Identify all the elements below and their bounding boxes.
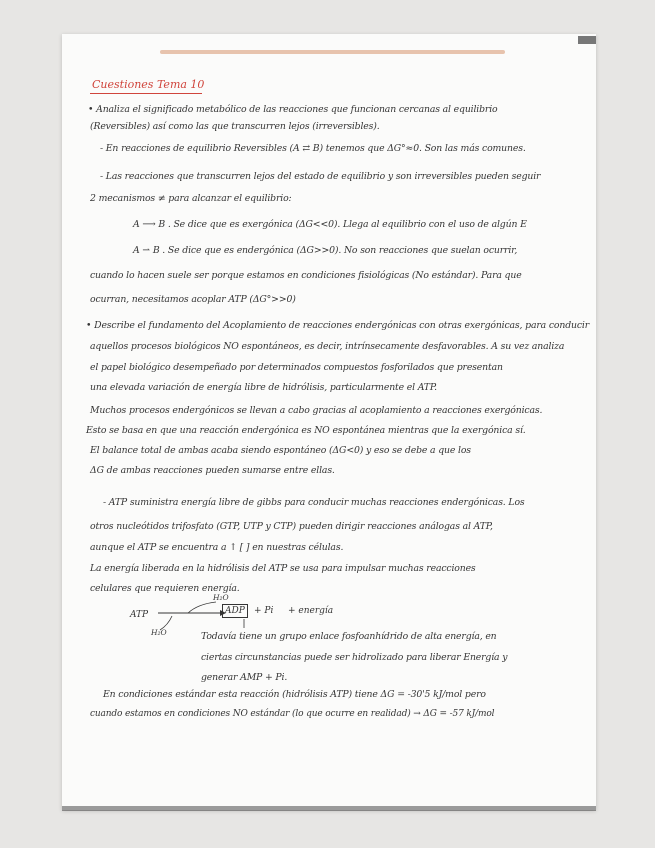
diagram-atp: ATP xyxy=(130,610,149,620)
atp-hydrolysis-line-1: La energía liberada en la hidrólisis del ATP se usa para impulsar muchas reacciones xyxy=(90,563,476,574)
answer-1-mechanisms: 2 mecanismos ≠ para alcanzar el equilibrio: xyxy=(90,193,292,204)
answer-2-line-3: El balance total de ambas acaba siendo espontáneo (ΔG<0) y eso se debe a que los xyxy=(90,445,471,456)
diagram-h2o-bottom: H₂O xyxy=(151,628,167,637)
mechanism-endergonic: A ⇀ B . Se dice que es endergónica (ΔG>>0). No son reacciones que suelan ocurrir, xyxy=(133,245,518,256)
answer-1-coupling-atp: ocurran, necesitamos acoplar ATP (ΔG°>>0) xyxy=(90,294,296,305)
conditions-line-1: En condiciones estándar esta reacción (hidrólisis ATP) tiene ΔG = -30'5 kJ/mol pero xyxy=(103,689,486,700)
question-2-line-4: una elevada variación de energía libre de hidrólisis, particularmente el ATP. xyxy=(90,382,437,393)
page-title: Cuestiones Tema 10 xyxy=(92,78,205,91)
atp-paragraph-line-2: otros nucleótidos trifosfato (GTP, UTP y CTP) pueden dirigir reacciones análogas al ATP, xyxy=(90,521,493,532)
question-2-line-3: el papel biológico desempeñado por determinados compuestos fosforilados que presentan xyxy=(90,362,503,373)
adp-note-line-3: generar AMP + Pi. xyxy=(201,672,288,683)
question-1-line-2: (Reversibles) así como las que transcurren lejos (irreversibles). xyxy=(90,121,380,132)
atp-hydrolysis-line-2: celulares que requieren energía. xyxy=(90,583,240,594)
answer-2-line-4: ΔG de ambas reacciones pueden sumarse entre ellas. xyxy=(90,465,335,476)
question-2-line-1: • Describe el fundamento del Acoplamiento de reacciones endergónicas con otras exergónicas, para conducir xyxy=(86,320,590,331)
atp-paragraph-line-1: - ATP suministra energía libre de gibbs para conducir muchas reacciones endergónicas. Los xyxy=(103,497,525,508)
answer-1-reversible: - En reacciones de equilibrio Reversibles (A ⇄ B) tenemos que ΔG°≈0. Son las más comunes. xyxy=(100,143,526,154)
page-top-edge xyxy=(160,50,505,54)
title-underline xyxy=(90,93,202,94)
diagram-adp-box: ADP xyxy=(222,604,248,618)
question-2-line-2: aquellos procesos biológicos NO espontáneos, es decir, intrínsecamente desfavorables. A su vez analiza xyxy=(90,341,565,352)
adp-note-line-1: Todavía tiene un grupo enlace fosfoanhídrido de alta energía, en xyxy=(201,631,497,642)
answer-2-line-1: Muchos procesos endergónicos se llevan a cabo gracias al acoplamiento a reacciones exergónicas. xyxy=(90,405,543,416)
diagram-plus-energia: + energía xyxy=(288,606,334,616)
answer-1-irreversible: - Las reacciones que transcurren lejos del estado de equilibrio y son irreversibles pueden seguir xyxy=(100,171,541,182)
question-1-line-1: • Analiza el significado metabólico de las reacciones que funcionan cercanas al equilibrio xyxy=(88,104,498,115)
diagram-h2o-top: H₂O xyxy=(213,593,229,602)
atp-paragraph-line-3: aunque el ATP se encuentra a ↑ [ ] en nuestras células. xyxy=(90,542,344,553)
page-bottom-shadow xyxy=(62,806,596,811)
answer-2-line-2: Esto se basa en que una reacción endergónica es NO espontánea mientras que la exergónica sí. xyxy=(86,425,526,436)
adp-note-line-2: ciertas circunstancias puede ser hidrolizado para liberar Energía y xyxy=(201,652,508,663)
h2o-top-curve xyxy=(188,602,216,613)
diagram-plus-pi: + Pi xyxy=(254,606,274,616)
answer-1-physiological: cuando lo hacen suele ser porque estamos en condiciones fisiológicas (No estándar). Para que xyxy=(90,270,522,281)
page-corner-mark xyxy=(578,36,596,44)
conditions-line-2: cuando estamos en condiciones NO estándar (lo que ocurre en realidad) → ΔG = -57 kJ/mol xyxy=(90,709,495,719)
mechanism-exergonic: A ⟶ B . Se dice que es exergónica (ΔG<<0). Llega al equilibrio con el uso de algún E xyxy=(133,219,527,230)
